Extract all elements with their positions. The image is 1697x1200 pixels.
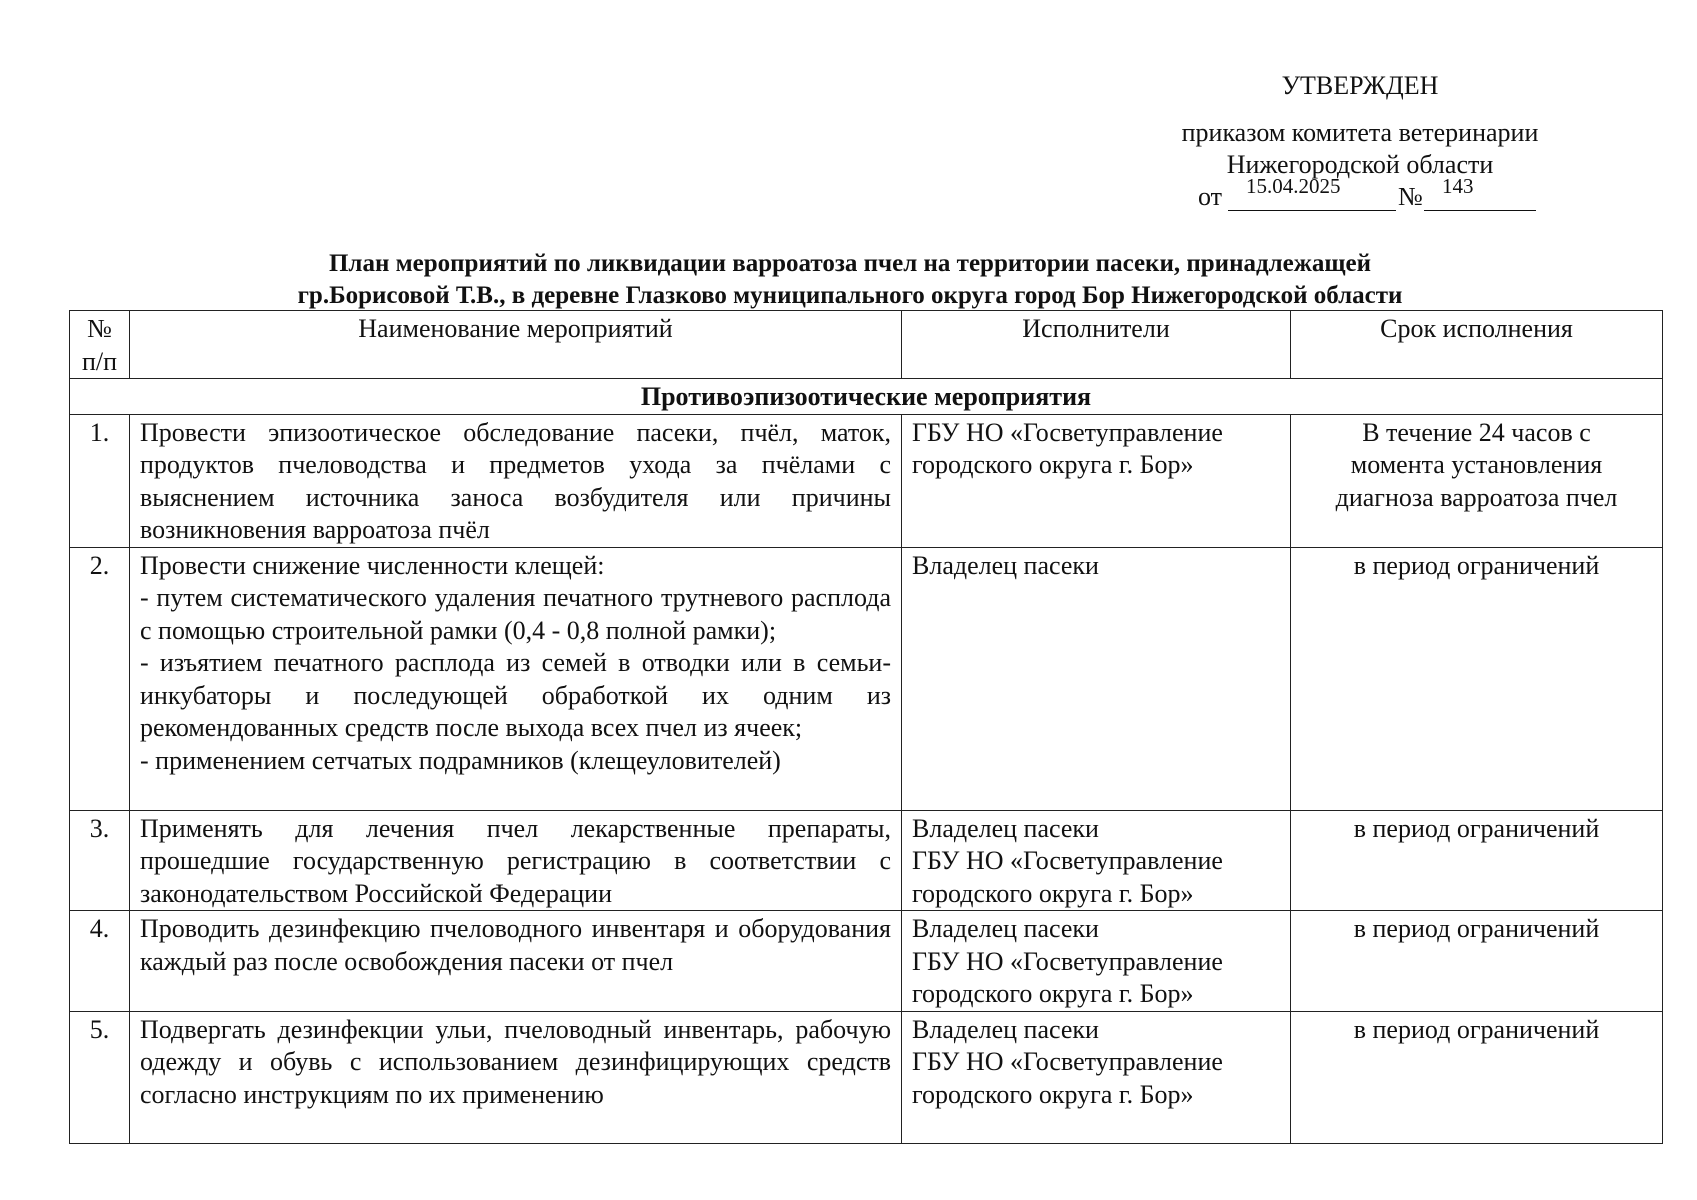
row-executors: [902, 1011, 1291, 1143]
row-executors: [902, 911, 1291, 1012]
deadline-line: в период ограничений: [1353, 550, 1600, 580]
row-num: 3.: [70, 810, 130, 911]
executor-line: городского округа г. Бор»: [912, 878, 1194, 908]
executor-line: Владелец пасеки: [912, 550, 1099, 580]
number-label: №: [1398, 182, 1423, 211]
row-text: Провести эпизоотическое обследование пасеки, пчёл, маток, продуктов пчеловодства и предметов ухода за пчёлами с выяснением источника заноса возбудителя или причины возникновения варроатоза пчёл: [130, 414, 902, 547]
deadline-line: в период ограничений: [1353, 1014, 1600, 1044]
row-text: Проводить дезинфекцию пчеловодного инвентаря и оборудования каждый раз после освобождения пасеки от пчел: [130, 911, 902, 1012]
executor-line: ГБУ НО «Госветуправление: [912, 846, 1223, 875]
document-title: [150, 248, 1550, 312]
row-executors: [902, 547, 1291, 810]
row-text: Применять для лечения пчел лекарственные препараты, прошедшие государственную регистрацию в соответствии с законодательством Российской Федерации: [130, 810, 902, 911]
approval-title: УТВЕРЖДЕН: [1281, 71, 1439, 100]
row-executors: [902, 810, 1291, 911]
row-deadline: [1291, 1011, 1663, 1143]
deadline-line: диагноза варроатоза пчел: [1335, 482, 1618, 512]
row-num: 1.: [70, 414, 130, 547]
row-deadline: [1291, 810, 1663, 911]
deadline-line: В течение 24 часов с: [1362, 417, 1591, 447]
executor-line: ГБУ НО «Госветуправление: [912, 946, 1223, 976]
row-deadline: [1291, 911, 1663, 1012]
table-row: [70, 547, 1663, 810]
executor-line: Владелец пасеки: [912, 914, 1099, 943]
header-num-line-2: п/п: [81, 346, 118, 376]
header-deadline: Срок исполнения: [1291, 311, 1663, 379]
row-text-line: - изъятием печатного расплода из семей в отводки или в семьи-инкубаторы и последующей обработкой их одним из рекомендованных средств после выхода всех пчел из ячеек;: [140, 648, 891, 742]
row-num: 4.: [70, 911, 130, 1012]
section-row: [70, 379, 1663, 415]
row-text-line: - путем систематического удаления печатного трутневого расплода с помощью строительной рамки (0,4 - 0,8 полной рамки);: [140, 583, 891, 645]
deadline-line: в период ограничений: [1353, 914, 1600, 943]
table-header-row: [70, 311, 1663, 379]
row-text-line: - применением сетчатых подрамников (клещеуловителей): [140, 745, 781, 775]
executor-line: ГБУ НО «Госветуправление: [912, 1047, 1223, 1076]
table-row: [70, 810, 1663, 911]
document-title-line-2: гр.Борисовой Т.В., в деревне Глазково муниципального округа город Бор Нижегородской области: [297, 282, 1403, 309]
header-executors: Исполнители: [902, 311, 1291, 379]
section-title: Противоэпизоотические мероприятия: [70, 379, 1663, 415]
executor-line: городского округа г. Бор»: [912, 1079, 1194, 1109]
deadline-line: момента установления: [1350, 450, 1603, 479]
table-row: [70, 1011, 1663, 1143]
deadline-line: в период ограничений: [1353, 813, 1600, 843]
row-text: [130, 547, 902, 810]
table-row: [70, 911, 1663, 1012]
executor-line: ГБУ НО «Госветуправление: [912, 417, 1223, 447]
approval-line-2: Нижегородской области: [1226, 150, 1494, 179]
document-title-line-1: План мероприятий по ликвидации варроатоза пчел на территории пасеки, принадлежащей: [328, 250, 1371, 277]
header-num: [70, 311, 130, 379]
order-date: 15.04.2025: [1246, 174, 1341, 198]
from-label: от: [1198, 182, 1223, 211]
row-num: 2.: [70, 547, 130, 810]
row-deadline: [1291, 547, 1663, 810]
order-number: 143: [1442, 174, 1474, 198]
row-text: Подвергать дезинфекции ульи, пчеловодный инвентарь, рабочую одежду и обувь с использованием дезинфицирующих средств согласно инструкциям по их применению: [130, 1011, 902, 1143]
table-row: [70, 414, 1663, 547]
executor-line: городского округа г. Бор»: [912, 979, 1194, 1008]
header-num-line-1: №: [87, 314, 112, 343]
row-text-line: Провести снижение численности клещей:: [140, 550, 605, 580]
number-underline: [1424, 176, 1536, 211]
executor-line: Владелец пасеки: [912, 1014, 1099, 1044]
row-executors: [902, 414, 1291, 547]
row-deadline: [1291, 414, 1663, 547]
approval-line-1: приказом комитета ветеринарии: [1181, 118, 1539, 147]
executor-line: городского округа г. Бор»: [912, 450, 1194, 479]
executor-line: Владелец пасеки: [912, 813, 1099, 843]
plan-table: [69, 310, 1663, 1144]
header-name: Наименование мероприятий: [130, 311, 902, 379]
row-num: 5.: [70, 1011, 130, 1143]
